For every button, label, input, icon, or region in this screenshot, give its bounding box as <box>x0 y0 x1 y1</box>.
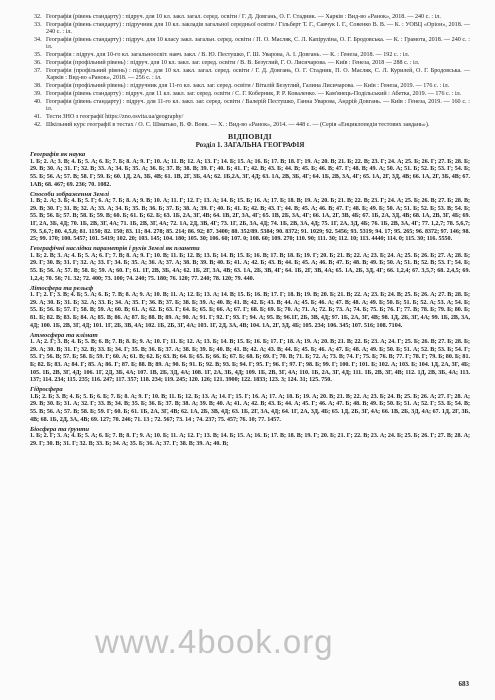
answer-key-text: 1. Б; 2. А; 3. В; 4. Б; 5. А; 6. Б; 7. Б; 8. А; 9. Г; 10. А; 11. В; 12. А; 13. Г; 14. Б; 15. А; 16. Б; 17. В; 18. Г; 19. А; 20. В; 21. Б; 22. В; 23. Г; 24. А; 25. Б; 26. Г; 27. Б; 28. Б; 29. В; 30. А; 31. Г; 32. В; 33. А; 34. Б; 35. А; 36. Б; 37. В; 38. В; 39. Г; 40. Б; 41. Г; 42. В; 43. Б; 44. В; 45. Б; 46. В; 47. Г; 48. В; 49. А; 50. А; 51. Б; 52. Б; 53. Г; 54. Б; 55. Б; 56. А; 57. В; 58. Г; 59. Б; 60. 1Д, 2А, 3Б, 4В; 61. 1В, 2Г, 3Б, 4А; 62. 1Б,2А, 3Г, 4Д; 63. 1А, 2В, 3Б, 4Г; 64. 1Б, 2В, 3А, 4Г; 65. 1А, 2Г, 3Д, 4В; 66. 1А, 2Г, 3Б, 4В; 67. 1АВ; 68. 467; 69. 236; 70. 1082. <box>30 158 470 188</box>
entry-text: Географія (рівень стандарту) : підруч. для 11-го кл. закл. заг. серед. освіти / Валерій Пестушко, Ганна Уварова, Андрій Довгань. — Київ : Генеза, 2019. — 160 с. : іл. <box>46 99 470 113</box>
entry-number: 38. <box>34 83 42 90</box>
answer-sections <box>30 151 470 448</box>
entry-number: 39. <box>34 91 42 98</box>
bibliography-list <box>30 14 470 129</box>
entry-number: 36. <box>34 60 42 67</box>
entry-text: Географія (профільний рівень) : підруч. для 10 кл. закл. загал. серед. освіти / Г. Д. Довгань, О. Г. Стадник, П. О. Масляк, С. Л. Курилей, О. Г. Бродовська. — Харків : Вид-во «Ранок», 2018. — 256 с. : іл. <box>46 68 470 82</box>
section-heading: Гідросфера <box>30 386 63 394</box>
section-heading: Способи зображення Землі <box>30 190 110 198</box>
bibliography-entry <box>30 68 470 83</box>
entry-number: 34. <box>34 37 42 44</box>
answer-key-text: 1. Б; 2. В; 3. А; 4. Б; 5. А; 6. Г; 7. В; 8. А; 9. Г; 10. В; 11. Б; 12. В; 13. Б; 14. В; 15. Б; 16. В; 17. В; 18. Б; 19. Г; 20. Б; 21. В; 22. А; 23. Б; 24. А; 25. Б; 26. Б; 27. А; 28. Б; 29. Г; 30. В; 31. Г; 32. А; 33. Г; 34. Б; 35. А; 36. А; 37. А; 38. В; 39. В; 40. Б; 41. А; 42. Б; 43. В; 44. Б; 45. А; 46. В; 47. Б; 48. В; 49. Б; 50. А; 51. В; 52. В; 53. Г; 54. Б; 55. Б; 56. А; 57. В; 58. Б; 59. А; 60. Г; 61. 1Г, 2В, 3Б, 4А; 62. 1Б, 2Г, 3А, 4В; 63. 1А, 2Б, 3В, 4Г; 64. 1Б, 2Г, 3В, 4А; 65. 1А, 2Б, 3Д, 4Г; 66. 1,2,4; 67. 3,5,7; 68. 2,4,5; 69. 1,2,4; 70. 56; 71. 32; 72. 400; 73. 100; 74. 240; 75. 180; 76. 120; 77. 240; 78. 120; 79. 440. <box>30 252 470 282</box>
chapter-heading: Розділ 1. ЗАГАЛЬНА ГЕОГРАФІЯ <box>195 141 305 150</box>
answer-page <box>30 14 470 448</box>
entry-text: Географія (профільний рівень) : підручник для 11-го кл. закл. заг. серед. освіти / Віталій Безуглий, Галина Лисичарова. — Київ : Генеза, 2019. — 176 с. : іл. <box>46 83 450 90</box>
entry-number: 32. <box>34 14 42 20</box>
answers-heading: ВІДПОВІДІ <box>228 132 272 142</box>
entry-number: 41. <box>34 114 42 121</box>
entry-text: Географія (рівень стандарту) : підруч. для 10 кл. закл. загал. серед. освіти / Г. Д. Довгань, О. Г. Стадник. — Харків : Вид-во «Ранок», 2018. — 240 с. : іл. <box>46 14 441 20</box>
entry-text: Географія (рівень стандарту) : підруч. для 10 класу закл. загальн. серед. освіти / П. О. Масляк, С. Л. Капіруліна, О. Г. Бродовська. — К. : Грамота, 2018. — 240 с. : іл. <box>46 37 470 51</box>
bibliography-entry <box>30 14 470 21</box>
entry-text: Географія (рівень стандарту) : підручник для 10 кл. закладів загальної середньої освіти / Гільберт Т. Г., Савчук І. Г., Совенко В. В. — К. : УОВЦ «Оріон», 2018. — 240 с. : іл. <box>46 21 470 36</box>
bibliography-entry <box>30 91 470 98</box>
bibliography-entry <box>30 60 470 67</box>
section-heading: Географічні наслідки параметрів і рухів Землі як планети <box>30 245 200 253</box>
bibliography-entry <box>30 99 470 114</box>
entry-text: Географія (профільний рівень) : підруч. для 10 кл. закл. заг. серед. освіти / В. В. Безуглий, Г. О. Лисичарова. — Київ : Генеза, 2018 — 288 с. : іл. <box>46 60 420 67</box>
entry-number: 33. <box>34 21 42 28</box>
entry-number: 37. <box>34 68 42 75</box>
section-heading: Літосфера та рельєф <box>30 284 94 292</box>
watermark: www.4book.org <box>95 623 334 660</box>
answer-key-text: 1. А; 2. Г; 3. В; 4. Б; 5. В; 6. В; 7. В; 8. Б; 9. А; 10. Г; 11. Б; 12. А; 13. Б; 14. В; 15. Б; 16. Б; 17. Г; 18. А; 19. А; 20. В; 21. В; 22. Б; 23. А; 24. Г; 25. Б; 26. В; 27. Б; 28. Б; 29. А; 30. В; 31. Г; 32. В; 33. Б; 34. Г; 35. В; 36. Б; 37. А; 38. Б; 39. Б; 40. В; 41. В; 42. А; 43. В; 44. Б; 45. Б; 46. А; 47. Б; 48. А; 49. Б; 50. Б; 51. А; 52. В; 53. Б; 54. Г; 55. Г; 56. В; 57. Б; 58. Б; 59. Г; 60. А; 61. В; 62. Б; 63. В; 64. Б; 65. Б; 66. Б; 67. Б; 68. Б; 69. Г; 70. В; 71. Б; 72. А; 73. В; 74. Г; 75. Б; 76. В; 77. Г; 78. Г; 79. Б; 80. Б; 81. Б; 82. Б; 83. А; 84. Г; 85. А; 86. Г; 87. Б; 88. В; 89. А; 90. Б; 91. Б; 92. В; 93. Б; 94. Г; 95. Г; 96. Г; 97. Г; 98. Б; 99. Г; 100. Г; 101. Б; 102. А; 103. Б; 104. 1Д, 2А, 3Г, 4Б; 105. 1Б, 2В, 3Г, 4Д; 106. 1Г, 2Д, 3Б, 4А; 107. 1В, 2Б, 3Д, 4А; 108. 1Г, 2А, 3Б, 4Д; 109. 1Б, 2В, 3Г, 4А; 110. 1Б, 2А, 3Г, 4Д; 111. 1Б, 2В, 3Г, 4В; 112. 1Д, 2В, 3Б, 4А; 113. 137; 114. 234; 115. 235; 116. 247; 117. 357; 118. 234; 119. 245; 120. 126; 121. 3900; 122. 1833; 123. 3; 124. 31; 125. 750. <box>30 339 470 384</box>
entry-number: 42. <box>34 122 42 129</box>
entry-number: 40. <box>34 99 42 106</box>
answer-key-text: 1.Б; 2. Б; 3. В; 4. Б; 5. Б; 6. Б; 7. Б; 8. А; 9. Г; 10. В; 11. Б; 12. Б; 13. А; 14. Г; 15. Г; 16. А; 17. А; 18. Б; 19. А; 20. В; 21. В; 22. А; 23. Б; 24. В; 25. Б; 26. А; 27. Г; 28. А; 29. В; 30. Б; 31. А; 32. Г; 33. В; 34. В; 35. Б; 36. Б; 37. В; 38. А; 39. В; 40. А; 41. А; 42. В; 43. Б; 44. А; 45. Г; 46. А; 47. Б; 48. В; 49. Б; 50. Б; 51. А; 52. Г; 53. Б; 54. В; 55. В; 56. А; 57. В; 58. Б; 59. Г; 60. Б; 61. 1Б, 2А, 3Г, 4В; 62. 1А, 2Б, 3В, 4Д; 63. 1Б, 2Г, 3А, 4Д; 64. 1Г, 2А, 3Д, 4Б; 65. 1Д, 2Б, 3Г, 4А; 66. 1В, 2Б, 3Д, 4А; 67. 1Д, 2Г, 3Б, 4В; 68. 1Б, 2Д, 3А, 4В; 69. 127; 70. 246; 71. 13 ; 72. 567; 73. 14 ; 74. 237; 75. 457; 76. 10; 77. 1457. <box>30 393 470 423</box>
section-heading: Атмосфера та клімат <box>30 331 98 339</box>
answer-key-text: 1. В; 2. А; 3. Б; 4. Б; 5. Г; 6. А; 7. Б; 8. А; 9. В; 10. А; 11. Г; 12. Г; 13. А; 14. Б; 15. Б; 16. А; 17. Б; 18. В; 19. А; 20. Б; 21. В; 22. В; 23. Г; 24. А; 25. Б; 26. В; 27. Б; 28. В; 29. В; 30. Г; 31. В; 32. А; 33. А; 34. Б; 35. В; 36. Б; 37. Б; 38. А; 39. Г; 40. Б; 41. Б; 42. В; 43. Г; 44. В; 45. А; 46. В; 47. Г; 48. Б; 49. Б; 50. А; 51. Б; 52. Б; 53. В; 54. Б; 55. В; 56. Б; 57. В; 58. Б; 59. В; 60. Б; 61. Б; 62. Б; 63. 1Б, 2А, 3Г, 4В; 64. 1В, 2Г, 3А, 4Г; 65. 1В, 2Б, 3А, 4Г; 66. 1А, 2Г, 3В, 4Б; 67. 1Б, 2А, 3Д, 4В; 68. 1А, 2В, 3Г, 4Б; 69. 1Г, 2А, 3Б, 4Д; 70. 1Б, 2В, 3Г, 4А; 71. 1Б, 2В, 3Г, 4А; 72. 1А, 2Д, 3В, 4Г; 73. 1Г, 2Б, 3А, 4Д; 74. 1Б, 2В, 3А, 4Д; 75. 1Г, 2А, 3Д, 4Б; 76. 1Б, 2В, 3А, 4Г; 77. 1,2,7; 78. 5,6,7; 79. 5,6,7; 80. 4,5,8; 81. 1150; 82. 150; 83. 11; 84. 278; 85. 214; 86. 92; 87. 3400; 88. 352/89. 5384; 90. 8372; 91. 1029; 92. 5456; 93. 5319; 94. 17; 95. 265; 96. 8372; 97. 146; 98. 25; 99. 170; 100. 5457; 101. 5419; 102. 20; 103. 145; 104. 180; 105. 30; 106. 60; 107. 0; 108. 60; 109. 270; 110. 90; 111. 30; 112. 10; 113. 4440; 114. 0; 115. 30; 116. 5550. <box>30 198 470 243</box>
bibliography-entry <box>30 114 470 121</box>
bibliography-entry <box>30 83 470 90</box>
bibliography-entry <box>30 22 470 37</box>
entry-text: Шкільний курс географії в тестах / О. С. Шматько, В. Ф. Вовк. — Х. : Вид-во «Ранок», 2014. — 448 с. — (Серія «Енциклопедія тестових завдань»). <box>46 122 430 129</box>
answer-key-text: 1. Г; 2. Г; 3. В; 4. Б; 5. А; 6. Б; 7. В; 8. А; 9. А; 10. В; 11. А; 12. Б; 13. А; 14. В; 15. Б; 16. В; 17. Г; 18. В; 19. В; 20. Б; 21. В; 22. А; 23. Б; 24. В; 25. Б; 26. А; 27. В; 28. Б; 29. А; 30. Б; 31. Б; 32. А; 33. Б; 34. А; 35. Г; 36. В; 37. Б; 38. Б; 39. А; 40. В; 41. В; 42. Б; 43. В; 44. А; 45. Б; 46. А; 47. В; 48. А; 49. Б; 50. Б; 51. Б; 52. А; 53. А; 54. Б; 55. Б; 56. Б; 57. Г; 58. В; 59. А; 60. В; 61. А; 62. Б; 63. Г; 64. Б; 65. Б; 66. А; 67. Г; 68. Б; 69. Б; 70. А; 71. А; 72. Б; 73. А; 74. Б; 75. Б; 76. Г; 77. В; 78. Б; 79. Б; 80. Б; 81. Б; 82. В; 83. Б; 84. А; 85. В; 86. А; 87. Б; 88. В; 89. А; 90. А; 91. Г; 92. Г; 93. Г; 94. А; 95. В; 96.1Г, 2Б, 3В, 4Д; 97. 1Б, 2А, 3Г, 4В; 98. 1Д, 2Б, 3Г, 4А; 99. 1Б, 2В, 3А, 4Д; 100. 1Б, 2В, 3Г, 4Д; 101. 1Г, 2Б, 3В, 4А; 102. 1Б, 2Б, 3Г, 4А; 103. 1Г, 2Д, 3А, 4В; 104. 1А, 2Г, 3Д, 4Б; 105. 234; 106. 345; 107. 516; 108. 7104. <box>30 292 470 329</box>
section-heading: Географія як наука <box>30 151 86 159</box>
bibliography-entry <box>30 52 470 59</box>
bibliography-entry <box>30 37 470 52</box>
answer-key-text: 1. Б; 2. Г; 3. А; 4. Б; 5. А; 6. Б; 7. В; 8. Г; 9. А; 10. Б; 11. А; 12. Г; 13. В; 14. Б; 15. А; 16. Б; 17. В; 18. В; 19. Г; 20. Б; 21. Г; 22. В; 23. А; 24. Б; 25. Б; 26. Г; 27. В; 28. А; 29. Г; 30. В; 31. Г; 32. В; 33. Б; 34. А; 35. Б; 36. А; 37. Г; 38. В; 39. А; 40. В; <box>30 433 470 447</box>
bibliography-entry <box>30 122 470 129</box>
section-heading: Біосфера та ґрунти <box>30 425 90 433</box>
entry-text: Тести ЗНО з географії https://zno.osvita.ua/geography/ <box>46 114 184 121</box>
page-number: 683 <box>458 680 469 688</box>
entry-text: Географія : підруч. для 10-го кл. загальноосвіт. навч. закл. / В. Ю. Пестушко, Г. Ш. Уварова, А. І. Довгань. — К. : Генеза, 2018. — 192 с. : іл. <box>46 52 410 59</box>
entry-text: Географія (рівень стандарту) : підруч. для 11 кл. закл. заг. серед. освіти / С. Г. Коберник, Р. Р. Коваленко. — Кам'янець-Подільський : Абетка, 2019. — 176 с. : іл. <box>46 91 462 98</box>
entry-number: 35. <box>34 52 42 59</box>
